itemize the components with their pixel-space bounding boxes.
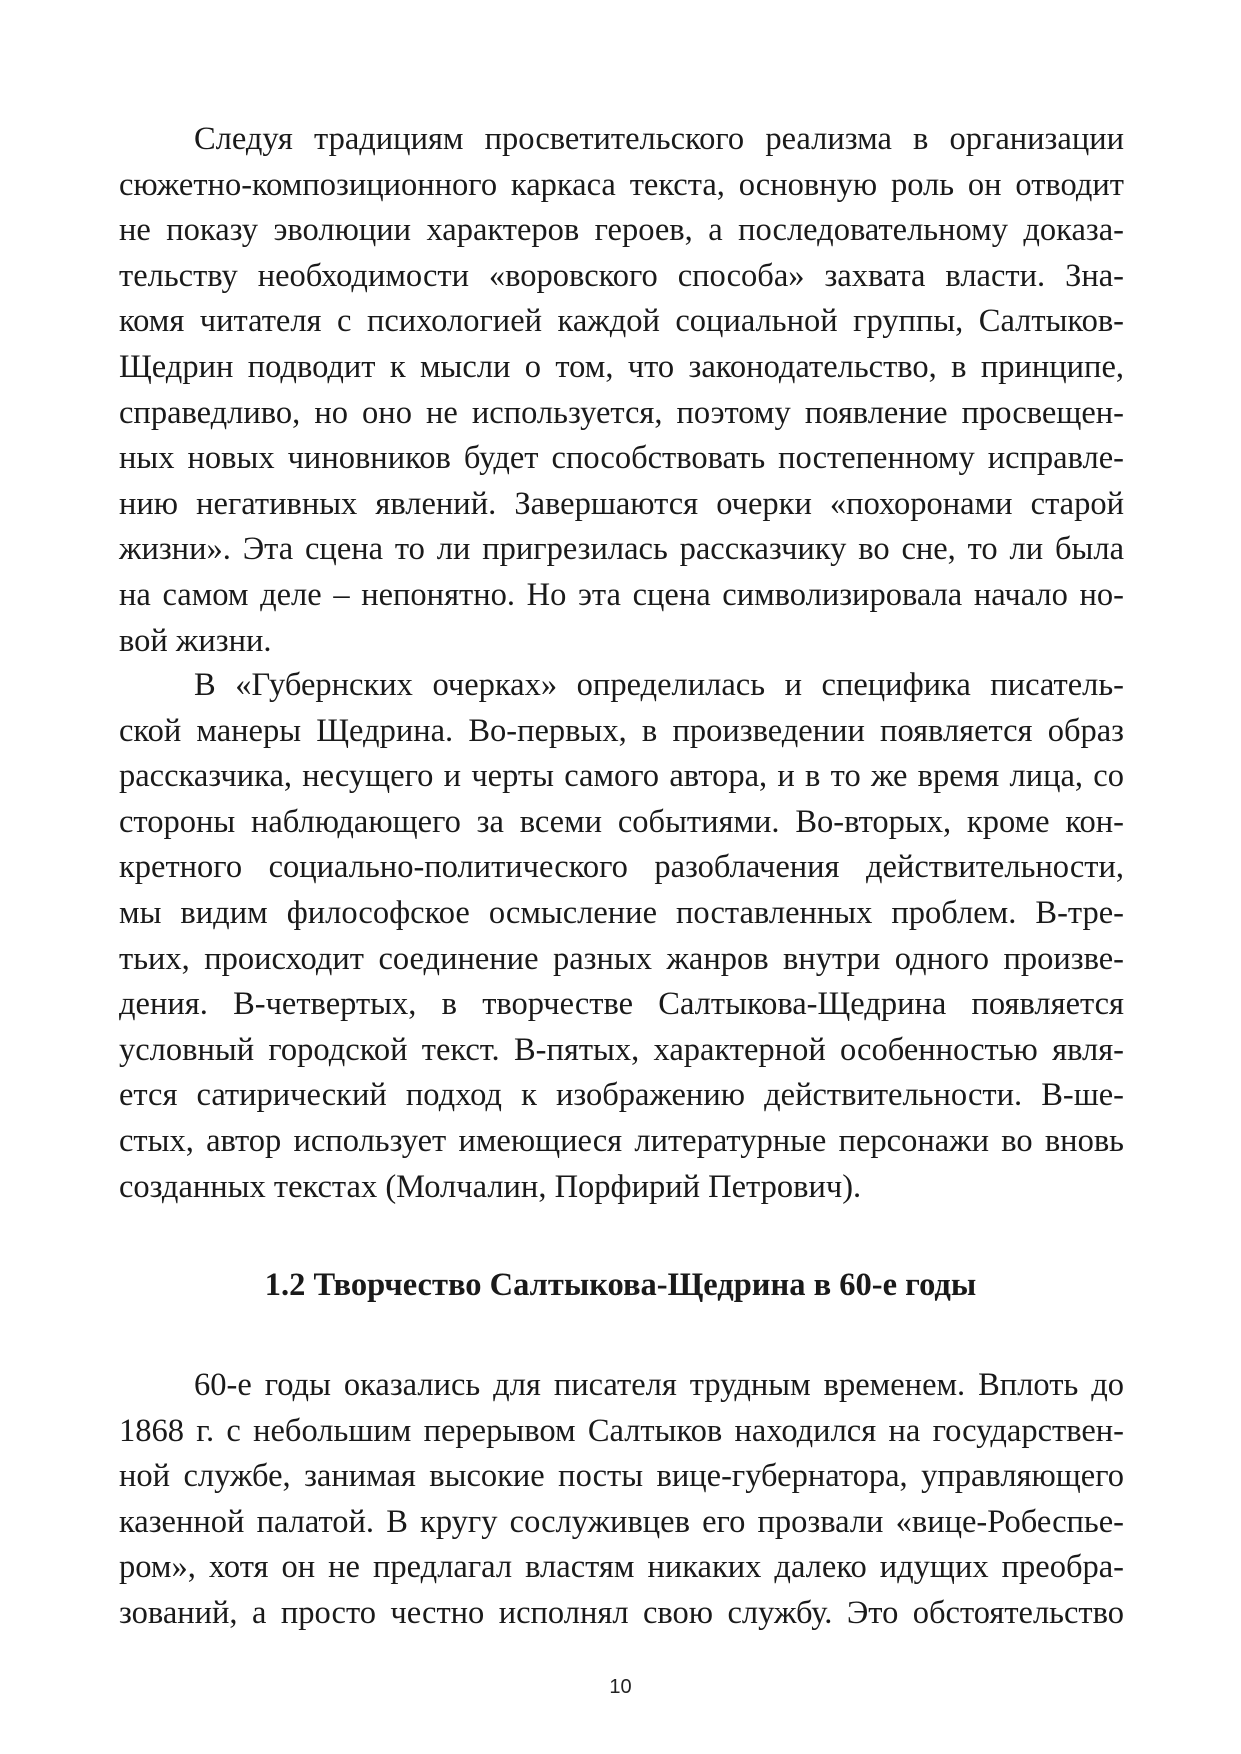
page-number: 10 [609, 1676, 632, 1698]
paragraph-line: условный городской текст. В-пятых, характерной особенностью явля- [119, 1031, 1124, 1068]
paragraph-line: стых, автор использует имеющиеся литературные персонажи во вновь [119, 1122, 1124, 1159]
section-heading: 1.2 Творчество Салтыкова-Щедрина в 60-е годы [264, 1267, 977, 1303]
paragraph-1 [119, 117, 1124, 664]
paragraph-line: жизни». Эта сцена то ли пригрезилась рассказчику во сне, то ли была [119, 531, 1124, 568]
paragraph-line: комя читателя с психологией каждой социальной группы, Салтыков- [119, 303, 1124, 340]
paragraph-line: ной службе, занимая высокие посты вице-губернатора, управляющего [119, 1458, 1124, 1495]
paragraph-line: мы видим философское осмысление поставленных проблем. В-тре- [119, 894, 1124, 931]
paragraph-line: 60-е годы оказались для писателя трудным временем. Вплоть до [194, 1367, 1124, 1403]
paragraph-line: казенной палатой. В кругу сослуживцев его прозвали «вице-Робеспье- [119, 1503, 1124, 1540]
paragraph-2 [119, 663, 1124, 1210]
paragraph-line: ром», хотя он не предлагал властям никаких далеко идущих преобра- [119, 1549, 1124, 1586]
paragraph-line: ется сатирический подход к изображению действительности. В-ше- [119, 1077, 1124, 1114]
paragraph-line: Следуя традициям просветительского реализма в организации [194, 121, 1124, 157]
paragraph-line: нию негативных явлений. Завершаются очерки «похоронами старой [119, 485, 1124, 522]
paragraph-line: на самом деле – непонятно. Но эта сцена символизировала начало но- [119, 576, 1124, 613]
paragraph-line: вой жизни. [119, 622, 272, 659]
paragraph-line: зований, а просто честно исполнял свою службу. Это обстоятельство [119, 1594, 1124, 1631]
paragraph-line: Щедрин подводит к мысли о том, что законодательство, в принципе, [119, 348, 1124, 385]
paragraph-line: дения. В-четвертых, в творчестве Салтыкова-Щедрина появляется [119, 986, 1124, 1023]
paragraph-line: не показу эволюции характеров героев, а последовательному доказа- [119, 212, 1124, 249]
paragraph-line: 1868 г. с небольшим перерывом Салтыков находился на государствен- [119, 1412, 1124, 1449]
paragraph-line: тельству необходимости «воровского способа» захвата власти. Зна- [119, 257, 1124, 294]
paragraph-line: ской манеры Щедрина. Во-первых, в произведении появляется образ [119, 712, 1124, 749]
paragraph-line: справедливо, но оно не используется, поэтому появление просвещен- [119, 394, 1124, 431]
paragraph-line: сюжетно-композиционного каркаса текста, основную роль он отводит [119, 166, 1124, 203]
paragraph-line: стороны наблюдающего за всеми событиями. Во-вторых, кроме кон- [119, 803, 1124, 840]
paragraph-line: В «Губернских очерках» определилась и специфика писатель- [194, 667, 1124, 703]
paragraph-line: рассказчика, несущего и черты самого автора, и в то же время лица, со [119, 758, 1124, 795]
paragraph-3 [119, 1363, 1124, 1637]
paragraph-line: кретного социально-политического разоблачения действительности, [119, 849, 1124, 886]
paragraph-line: созданных текстах (Молчалин, Порфирий Петрович). [119, 1168, 862, 1205]
paragraph-line: ных новых чиновников будет способствовать постепенному исправле- [119, 440, 1124, 477]
paragraph-line: тьих, происходит соединение разных жанров внутри одного произве- [119, 940, 1124, 977]
